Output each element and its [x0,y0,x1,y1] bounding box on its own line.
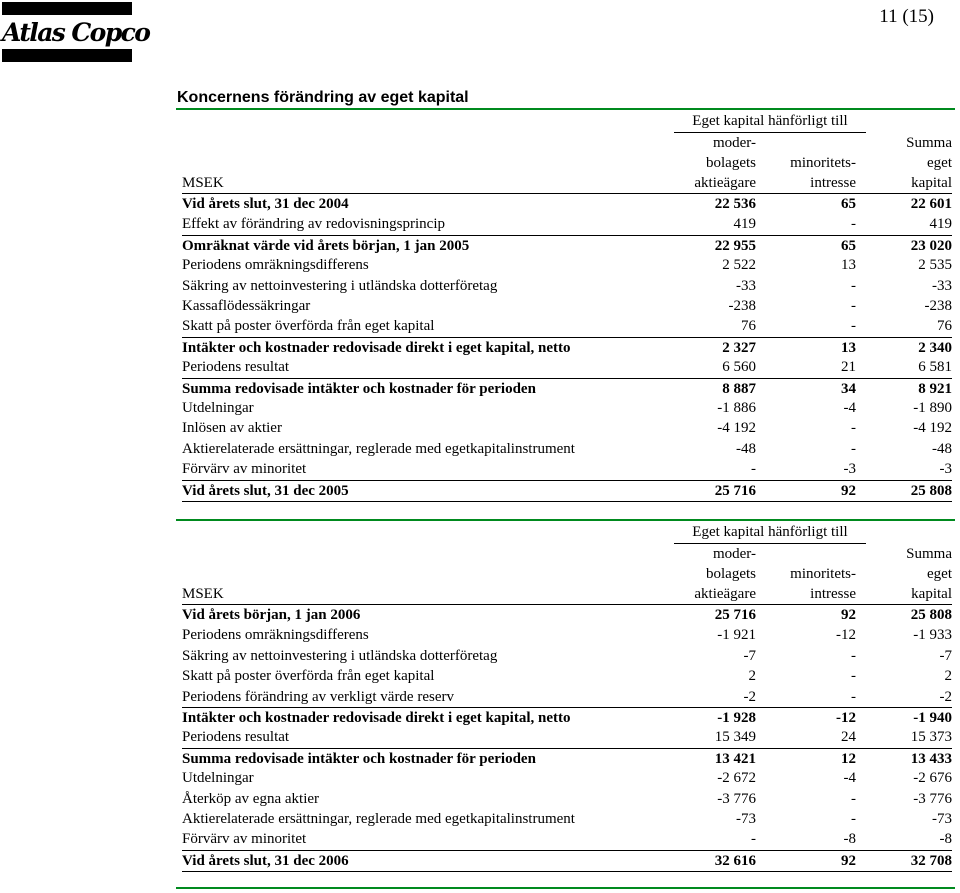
green-rule-middle [176,519,955,521]
cell-minority: 65 [841,237,856,254]
cell-total: -3 [939,461,952,478]
cell-parent: 25 716 [714,607,756,623]
cell-parent: 2 [748,668,756,685]
cell-parent: -2 [743,688,756,705]
cell-parent: -3 776 [717,790,756,807]
cell-total: 8 921 [918,380,952,397]
cell-parent: 22 536 [714,196,756,212]
col-parent-line1: moder- [712,135,756,151]
cell-parent: 8 887 [722,380,756,397]
cell-minority: 65 [841,196,856,212]
cell-parent: -48 [736,440,756,457]
green-rule-bottom [176,887,955,889]
table-row [182,809,952,829]
msek-label: MSEK [182,586,224,602]
cell-minority: -4 [843,400,856,416]
cell-minority: - [851,688,856,705]
cell-minority: - [851,668,856,685]
cell-minority: -3 [843,461,856,478]
cell-parent: 22 955 [714,237,756,254]
cell-total: -2 [939,688,952,705]
row-label: Utdelningar [182,400,254,416]
row-label: Summa redovisade intäkter och kostnader för perioden [182,380,536,397]
cell-total: 25 808 [910,482,952,499]
table-row [182,605,952,625]
row-label: Skatt på poster överförda från eget kapital [182,668,435,685]
table-row [182,194,952,214]
cell-total: -33 [932,277,952,294]
cell-minority: 24 [841,729,856,746]
row-label: Periodens omräkningsdifferens [182,627,369,644]
cell-minority: 92 [841,852,856,869]
table-row [182,646,952,666]
page-title: Koncernens förändring av eget kapital [177,89,469,106]
column-group-header: Eget kapital hänförligt till [692,524,848,540]
row-label: Aktierelaterade ersättningar, reglerade med egetkapitalinstrument [182,811,575,827]
cell-parent: -73 [736,811,756,827]
row-label: Förvärv av minoritet [182,461,307,478]
table-row [182,687,952,707]
col-total-header [872,133,952,193]
cell-minority: - [851,440,856,457]
table-row [182,378,952,399]
col-total-line2: eget [927,566,952,582]
cell-total: 419 [929,216,952,233]
cell-parent: -4 192 [717,420,756,437]
table-row [182,768,952,788]
row-label: Säkring av nettoinvestering i utländska dotterföretag [182,647,498,664]
table-row [182,480,952,502]
row-label: Periodens omräkningsdifferens [182,257,369,274]
row-label: Vid årets slut, 31 dec 2006 [182,852,349,869]
row-label: Vid årets slut, 31 dec 2004 [182,196,349,212]
cell-minority: -12 [836,710,856,726]
page-number: 11 (15) [879,6,934,27]
cell-minority: - [851,647,856,664]
row-label: Summa redovisade intäkter och kostnader för perioden [182,750,536,767]
col-minority-header [756,564,856,604]
row-label: Säkring av nettoinvestering i utländska dotterföretag [182,277,498,294]
atlas-copco-logo [2,2,150,62]
cell-total: -8 [939,831,952,848]
cell-minority: -8 [843,831,856,848]
col-minority-line1: minoritets- [790,566,856,582]
logo-bar-bottom [2,49,132,62]
cell-parent: 2 327 [722,339,756,356]
table-row [182,418,952,438]
cell-parent: 76 [741,318,756,335]
row-label: Omräknat värde vid årets början, 1 jan 2005 [182,237,470,254]
column-group-header: Eget kapital hänförligt till [692,113,848,129]
table-row [182,276,952,296]
col-total-line1: Summa [906,135,952,151]
cell-total: 2 535 [918,257,952,274]
logo-bar-top [2,2,132,15]
table-row [182,727,952,747]
table-row [182,625,952,645]
cell-parent: -2 672 [717,770,756,787]
cell-total: 2 [944,668,952,685]
col-total-line1: Summa [906,546,952,562]
cell-total: 15 373 [910,729,952,746]
row-label: Periodens resultat [182,359,290,376]
cell-total: 6 581 [918,359,952,376]
cell-parent: -1 886 [717,400,756,416]
green-rule-top [176,108,955,110]
cell-minority: - [851,216,856,233]
cell-minority: 92 [841,607,856,623]
col-minority-line2: intresse [810,175,856,191]
cell-parent: -7 [743,647,756,664]
cell-total: 13 433 [910,750,952,767]
cell-parent: -238 [728,298,756,314]
cell-parent: 6 560 [722,359,756,376]
cell-parent: -1 928 [717,710,756,726]
row-label: Återköp av egna aktier [182,790,320,807]
table-row [182,255,952,275]
cell-parent: 2 522 [722,257,756,274]
row-label: Vid årets slut, 31 dec 2005 [182,482,349,499]
row-label: Kassaflödessäkringar [182,298,311,314]
table-row [182,829,952,849]
cell-total: 23 020 [910,237,952,254]
cell-total: -7 [939,647,952,664]
row-label: Utdelningar [182,770,254,787]
cell-total: 76 [937,318,952,335]
col-total-line3: kapital [911,586,952,602]
table-row [182,337,952,358]
table-row [182,214,952,234]
row-label: Periodens förändring av verkligt värde reserv [182,688,454,705]
col-parent-line3: aktieägare [694,586,756,602]
row-label: Periodens resultat [182,729,290,746]
cell-total: 25 808 [910,607,952,623]
cell-total: -1 933 [913,627,952,644]
cell-minority: -4 [843,770,856,787]
row-label: Intäkter och kostnader redovisade direkt i eget kapital, netto [182,710,571,726]
cell-minority: -12 [836,627,856,644]
row-label: Vid årets början, 1 jan 2006 [182,607,361,623]
logo-wordmark: Atlas Copco [2,18,150,47]
table-row [182,707,952,728]
table-row [182,439,952,459]
col-parent-header [636,133,756,193]
cell-total: -48 [932,440,952,457]
cell-parent: -1 921 [717,627,756,644]
cell-parent: 25 716 [714,482,756,499]
table-row [182,850,952,872]
cell-parent: 32 616 [714,852,756,869]
table-row [182,748,952,769]
cell-minority: 92 [841,482,856,499]
table-row [182,316,952,336]
cell-total: -73 [932,811,952,827]
cell-parent: 13 421 [714,750,756,767]
table-row [182,357,952,377]
cell-minority: 12 [841,750,856,767]
table-row [182,666,952,686]
col-total-line2: eget [927,155,952,171]
row-label: Aktierelaterade ersättningar, reglerade med egetkapitalinstrument [182,440,575,457]
cell-minority: - [851,277,856,294]
cell-total: 2 340 [918,339,952,356]
table-row [182,398,952,418]
row-label: Inlösen av aktier [182,420,282,437]
col-total-line3: kapital [911,175,952,191]
row-label: Förvärv av minoritet [182,831,307,848]
cell-parent: -33 [736,277,756,294]
table-row [182,235,952,256]
cell-minority: - [851,420,856,437]
cell-minority: 13 [841,257,856,274]
cell-parent: 15 349 [714,729,756,746]
cell-parent: 419 [733,216,756,233]
cell-total: 22 601 [910,196,952,212]
cell-total: -1 940 [913,710,952,726]
row-label: Intäkter och kostnader redovisade direkt i eget kapital, netto [182,339,571,356]
cell-total: -3 776 [913,790,952,807]
cell-total: 32 708 [910,852,952,869]
cell-minority: - [851,811,856,827]
table-row [182,789,952,809]
col-minority-line1: minoritets- [790,155,856,171]
cell-total: -2 676 [913,770,952,787]
msek-label: MSEK [182,175,224,191]
col-minority-line2: intresse [810,586,856,602]
cell-minority: - [851,298,856,314]
row-label: Skatt på poster överförda från eget kapital [182,318,435,335]
col-parent-header [636,544,756,604]
cell-minority: 13 [841,339,856,356]
col-minority-header [756,153,856,193]
col-parent-line1: moder- [712,546,756,562]
col-total-header [872,544,952,604]
cell-total: -1 890 [913,400,952,416]
cell-parent: - [751,461,756,478]
row-label: Effekt av förändring av redovisningsprincip [182,216,445,233]
cell-minority: 34 [841,380,856,397]
col-parent-line2: bolagets [706,155,756,171]
table-row [182,296,952,316]
table-row [182,459,952,479]
col-parent-line2: bolagets [706,566,756,582]
cell-minority: - [851,318,856,335]
cell-minority: - [851,790,856,807]
cell-total: -4 192 [913,420,952,437]
cell-minority: 21 [841,359,856,376]
col-parent-line3: aktieägare [694,175,756,191]
cell-total: -238 [924,298,952,314]
cell-parent: - [751,831,756,848]
